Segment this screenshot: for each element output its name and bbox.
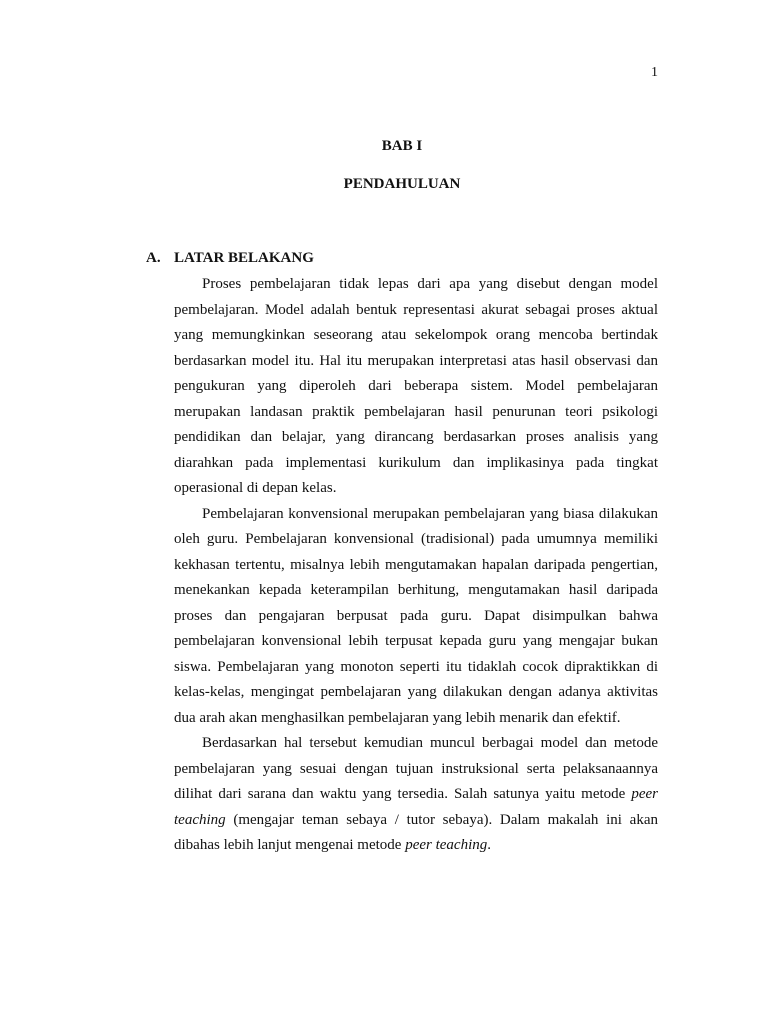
chapter-heading: BAB I bbox=[381, 138, 423, 154]
body-text bbox=[174, 272, 658, 859]
section-letter: A. bbox=[146, 250, 161, 266]
section-title: LATAR BELAKANG bbox=[174, 250, 314, 266]
paragraph-text: (mengajar teman sebaya / tutor sebaya). Dalam makalah ini akan dibahas lebih lanjut mengenai metode bbox=[174, 811, 658, 853]
paragraph-text: . bbox=[487, 837, 491, 853]
italic-term: peer teaching bbox=[174, 786, 658, 828]
paragraph-text: Berdasarkan hal tersebut kemudian muncul berbagai model dan metode pembelajaran yang sesuai dengan tujuan instruksional serta pelaksanaannya dilihat dari sarana dan waktu yang tersedia. Salah satunya yaitu metode bbox=[174, 735, 658, 802]
page-number: 1 bbox=[651, 65, 658, 80]
section-heading bbox=[146, 248, 314, 268]
paragraph bbox=[174, 731, 658, 859]
italic-term: peer teaching bbox=[405, 837, 488, 853]
chapter-title: PENDAHULUAN bbox=[343, 176, 461, 192]
paragraph: Pembelajaran konvensional merupakan pembelajaran yang biasa dilakukan oleh guru. Pembelajaran konvensional (tradisional) pada umumnya memiliki kekhasan tertentu, misalnya lebih mengutamakan hapalan daripada pengertian, menekankan kepada keterampilan berhitung, mengutamakan hasil daripada proses dan pengajaran berpusat pada guru. Dapat disimpulkan bahwa pembelajaran konvensional lebih terpusat kepada guru yang mengajar bukan siswa. Pembelajaran yang monoton seperti itu tidaklah cocok dipraktikkan di kelas-kelas, mengingat pembelajaran yang dilakukan dengan adanya aktivitas dua arah akan menghasilkan pembelajaran yang lebih menarik dan efektif. bbox=[174, 505, 658, 726]
paragraph: Proses pembelajaran tidak lepas dari apa yang disebut dengan model pembelajaran. Model adalah bentuk representasi akurat sebagai proses aktual yang memungkinkan seseorang atau sekelompok orang mencoba bertindak berdasarkan model itu. Hal itu merupakan interpretasi atas hasil observasi dan pengukuran yang diperoleh dari beberapa sistem. Model pembelajaran merupakan landasan praktik pembelajaran hasil penurunan teori psikologi pendidikan dan belajar, yang dirancang berdasarkan proses analisis yang diarahkan pada implementasi kurikulum dan implikasinya pada tingkat operasional di depan kelas. bbox=[174, 276, 658, 496]
